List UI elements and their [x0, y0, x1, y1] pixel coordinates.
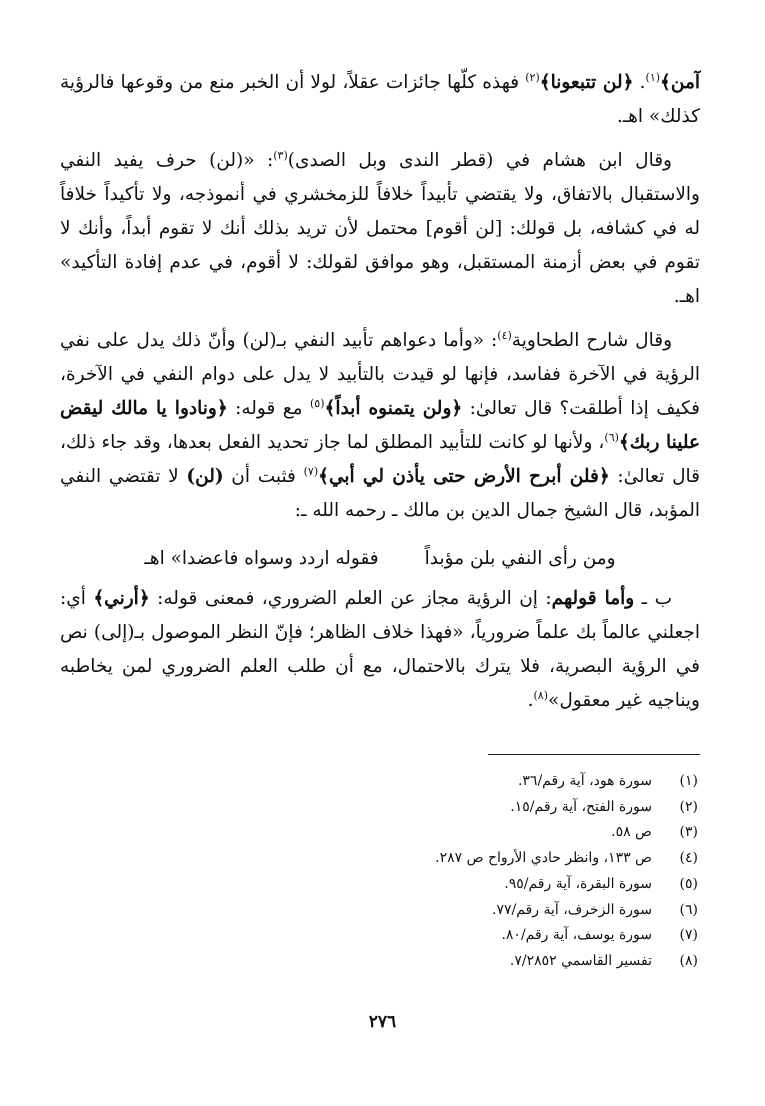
paragraph-4 [60, 582, 700, 718]
quran-quote: ﴿لن تتبعونا﴾ [539, 72, 634, 93]
footnote-number: (٥) [679, 875, 698, 892]
footnote-item [60, 949, 700, 975]
footnote-item [60, 846, 700, 872]
footnote-divider [488, 754, 700, 755]
footnote-item [60, 923, 700, 949]
footnote-text: سورة الفتح، آية رقم/١٥. [510, 798, 652, 815]
footnote-text: سورة البقرة، آية رقم/٩٥. [504, 875, 652, 892]
footnote-item [60, 769, 700, 795]
verse-first-hemistich: ومن رأى النفي بلن مؤبداً [424, 548, 616, 569]
footnote-number: (٨) [679, 952, 698, 969]
emphasis: (لن) [186, 466, 224, 487]
text-run: أي: اجعلني عالماً بك علماً ضرورياً، «فهذا خلاف الظاهر؛ فإنّ النظر الموصول بـ(إلى) نص في الرؤية البصرية، فلا يترك بالاحتمال، مع أن طلب العلم الضروري لمن يخاطبه ويناجيه غير معقول» [60, 588, 700, 711]
text-run: وقال شارح الطحاوية [511, 330, 673, 351]
footnote-ref[interactable]: (٧) [303, 464, 319, 478]
book-page [60, 66, 700, 975]
paragraph-1 [60, 66, 700, 134]
text-run: : إن الرؤية مجاز عن العلم الضروري، فمعنى قوله: [149, 588, 552, 609]
paragraph-2 [60, 144, 700, 314]
footnote-ref[interactable]: (٥) [309, 396, 325, 410]
quran-quote: ﴿ولن يتمنوه أبداً﴾ [324, 398, 463, 419]
footnote-text: تفسير القاسمي ٧/٢٨٥٢. [509, 952, 652, 969]
text-run: . [633, 72, 646, 93]
text-run: فهذه كلّها جائزات عقلاً، لولا أن الخبر منع من وقوعها فالرؤية كذلك» اهـ. [60, 72, 700, 127]
footnote-ref[interactable]: (٣) [273, 148, 288, 162]
text-run: فثبت أن [223, 466, 304, 487]
footnote-text: سورة يوسف، آية رقم/٨٠. [501, 927, 652, 944]
quran-quote: ﴿فلن أبرح الأرض حتى يأذن لي أبي﴾ [318, 466, 610, 487]
footnote-number: (٦) [679, 901, 698, 918]
footnotes-list [60, 769, 700, 975]
footnote-item [60, 820, 700, 846]
text-run: : «وأما دعواهم تأبيد النفي بـ(لن) وأنّ ذلك يدل على نفي الرؤية في الآخرة ففاسد، فإنها لو قيدت بالتأبيد لا يدل على دوام النفي في الآخرة، فكيف إذا أطلقت؟ قال تعالىٰ: [60, 330, 701, 419]
footnote-number: (٧) [679, 927, 698, 944]
footnote-number: (٢) [679, 798, 698, 815]
text-run: مع قوله: [227, 398, 310, 419]
section-heading-inline: وأما قولهم [551, 588, 635, 609]
footnote-number: (٤) [679, 850, 698, 867]
footnote-ref[interactable]: (٢) [525, 70, 540, 84]
quran-quote: ﴿أرني﴾ [93, 588, 150, 609]
footnote-ref[interactable]: (١) [645, 70, 661, 84]
text-run: : «(لن) حرف يفيد النفي والاستقبال بالاتفاق، ولا يقتضي تأبيداً خلافاً للزمخشري في أنموذجه، ولا تأكيداً خلافاً له في كشافه، بل قولك: [لن أقوم] محتمل لأن تريد بذلك أنك لا تقوم أبداً، وأنك لا تقوم في بعض أزمنة المستقبل، وهو موافق لقولك: لا أقوم، في عدم إفادة التأكيد» اهـ. [60, 150, 700, 307]
footnote-text: سورة هود، آية رقم/٣٦. [517, 773, 652, 789]
poetry-verse [60, 542, 700, 576]
text-run: لا تقتضي النفي المؤبد، قال الشيخ جمال الدين بن مالك ـ رحمه الله ـ: [60, 466, 700, 521]
footnote-ref[interactable]: (٤) [497, 328, 512, 342]
text-run: ، ولأنها لو كانت للتأبيد المطلق لما جاز تحديد الفعل بعدها، وقد جاء ذلك، قال تعالىٰ: [60, 432, 700, 487]
footnote-item [60, 795, 700, 821]
footnote-ref[interactable]: (٨) [533, 688, 549, 702]
footnote-number: (٣) [679, 824, 698, 841]
footnote-text: ص ٥٨. [611, 824, 652, 841]
text-run: ب ـ [634, 588, 673, 609]
footnote-item [60, 898, 700, 924]
footnote-text: ص ١٣٣، وانظر حادي الأرواح ص ٢٨٧. [435, 850, 652, 867]
page-number: ٢٧٦ [368, 1012, 397, 1032]
footnote-number: (١) [679, 773, 698, 789]
footnote-text: سورة الزخرف، آية رقم/٧٧. [492, 901, 652, 918]
quran-quote: ﴿ونادوا يا مالك ليقض علينا ربك﴾ [60, 398, 700, 453]
footnote-item [60, 872, 700, 898]
footnote-ref[interactable]: (٦) [604, 430, 619, 444]
text-run: وقال ابن هشام في (قطر الندى وبل الصدى) [287, 150, 672, 171]
verse-second-hemistich: فقوله اردد وسواه فاعضدا» اهـ [144, 548, 379, 569]
body-text [60, 66, 700, 718]
quran-quote: آمن﴾ [660, 72, 701, 93]
text-run: . [527, 690, 534, 711]
paragraph-3 [60, 324, 700, 528]
